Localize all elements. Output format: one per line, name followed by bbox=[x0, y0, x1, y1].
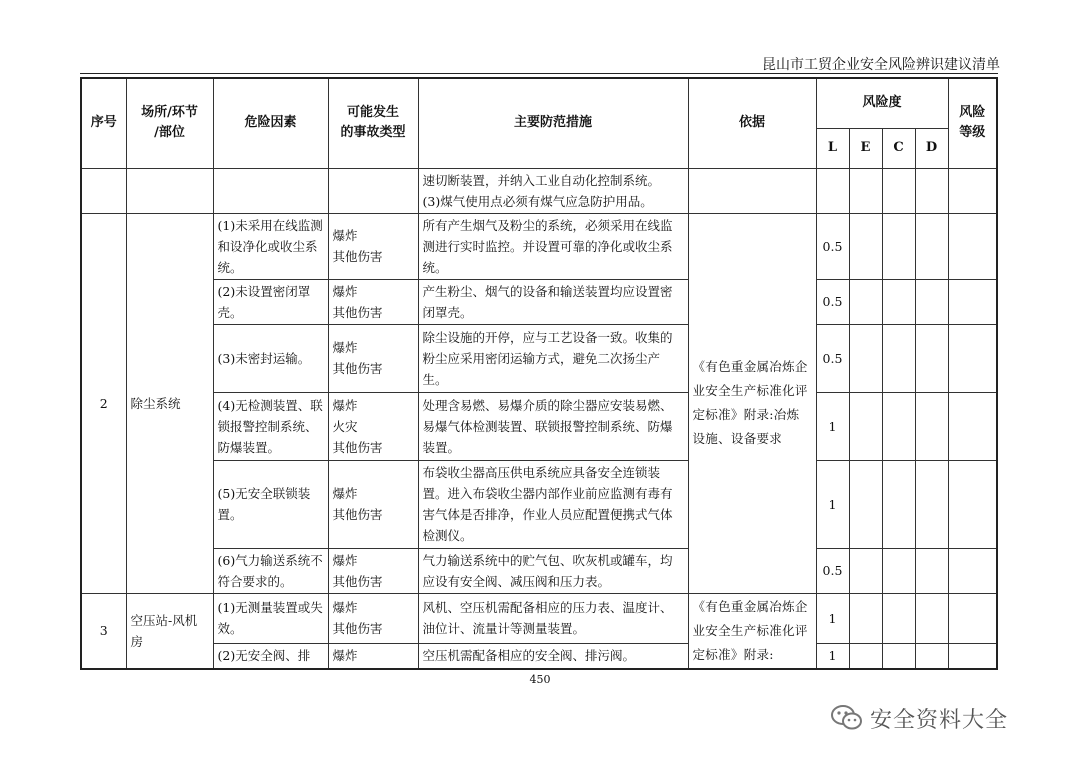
L-cell: 1 bbox=[816, 460, 849, 548]
measure-cell: 处理含易燃、易爆介质的除尘器应安装易燃、易爆气体检测装置、联锁报警控制系统、防爆装置。 bbox=[418, 392, 688, 460]
measure-cell: 气力输送系统中的贮气包、吹灰机或罐车，均应设有安全阀、减压阀和压力表。 bbox=[418, 548, 688, 593]
hazard-cell: (2)未设置密闭罩壳。 bbox=[213, 279, 328, 324]
col-basis: 依据 bbox=[688, 78, 816, 168]
col-seq: 序号 bbox=[81, 78, 126, 168]
measure-cell: 产生粉尘、烟气的设备和输送装置均应设置密闭罩壳。 bbox=[418, 279, 688, 324]
header-rule bbox=[80, 73, 998, 74]
measure-cell: 布袋收尘器高压供电系统应具备安全连锁装置。进入布袋收尘器内部作业前应监测有毒有害气体是否排净，作业人员应配置便携式气体检测仪。 bbox=[418, 460, 688, 548]
accident-cell: 爆炸 bbox=[328, 644, 418, 669]
accident-cell: 爆炸 其他伤害 bbox=[328, 213, 418, 279]
col-accident: 可能发生 的事故类型 bbox=[328, 78, 418, 168]
hazard-cell: (6)气力输送系统不符合要求的。 bbox=[213, 548, 328, 593]
table-row bbox=[81, 460, 997, 548]
col-hazard: 危险因素 bbox=[213, 78, 328, 168]
col-level: 风险 等级 bbox=[948, 78, 997, 168]
hazard-cell: (1)无测量装置或失效。 bbox=[213, 593, 328, 644]
seq-cell: 3 bbox=[81, 593, 126, 669]
measure-cell: 所有产生烟气及粉尘的系统，必须采用在线监测进行实时监控。并设置可靠的净化或收尘系统。 bbox=[418, 213, 688, 279]
table-row bbox=[81, 548, 997, 593]
hazard-cell: (4)无检测装置、联锁报警控制系统、防爆装置。 bbox=[213, 392, 328, 460]
col-risk: 风险度 bbox=[816, 78, 948, 128]
accident-cell: 爆炸 火灾 其他伤害 bbox=[328, 392, 418, 460]
document-header-title: 昆山市工贸企业安全风险辨识建议清单 bbox=[762, 57, 1000, 73]
accident-cell: 爆炸 其他伤害 bbox=[328, 593, 418, 644]
accident-cell: 爆炸 其他伤害 bbox=[328, 324, 418, 392]
table-row bbox=[81, 279, 997, 324]
col-location: 场所/环节 /部位 bbox=[126, 78, 213, 168]
measure-cell: 除尘设施的开停，应与工艺设备一致。收集的粉尘应采用密闭运输方式，避免二次扬尘产生。 bbox=[418, 324, 688, 392]
L-cell: 0.5 bbox=[816, 213, 849, 279]
L-cell: 0.5 bbox=[816, 324, 849, 392]
location-cell: 空压站-风机房 bbox=[126, 593, 213, 669]
seq-cell: 2 bbox=[81, 213, 126, 593]
watermark-text: 安全资料大全 bbox=[870, 707, 1009, 733]
table-row bbox=[81, 644, 997, 669]
page-number: 450 bbox=[529, 673, 551, 686]
risk-table bbox=[80, 77, 998, 670]
col-measures: 主要防范措施 bbox=[418, 78, 688, 168]
L-cell: 1 bbox=[816, 644, 849, 669]
accident-cell: 爆炸 其他伤害 bbox=[328, 460, 418, 548]
measure-cell: 空压机需配备相应的安全阀、排污阀。 bbox=[418, 644, 688, 669]
watermark bbox=[830, 700, 1008, 736]
hazard-cell: (2)无安全阀、排 bbox=[213, 644, 328, 669]
wechat-icon bbox=[830, 703, 864, 733]
table-row bbox=[81, 593, 997, 644]
col-L: L bbox=[816, 128, 849, 168]
table-row bbox=[81, 324, 997, 392]
hazard-cell: (3)未密封运输。 bbox=[213, 324, 328, 392]
hazard-cell: (1)未采用在线监测和设净化或收尘系统。 bbox=[213, 213, 328, 279]
table-row bbox=[81, 213, 997, 279]
basis-cell: 《有色重金属冶炼企业安全生产标准化评定标准》附录: bbox=[688, 593, 816, 669]
L-cell: 0.5 bbox=[816, 548, 849, 593]
table-row bbox=[81, 168, 997, 213]
table-row bbox=[81, 392, 997, 460]
hazard-cell: (5)无安全联锁装置。 bbox=[213, 460, 328, 548]
measure-cell: 风机、空压机需配备相应的压力表、温度计、油位计、流量计等测量装置。 bbox=[418, 593, 688, 644]
col-D: D bbox=[915, 128, 948, 168]
L-cell: 1 bbox=[816, 392, 849, 460]
col-E: E bbox=[849, 128, 882, 168]
L-cell: 0.5 bbox=[816, 279, 849, 324]
measure-cell: 速切断装置，并纳入工业自动化控制系统。 (3)煤气使用点必须有煤气应急防护用品。 bbox=[418, 168, 688, 213]
location-cell: 除尘系统 bbox=[126, 213, 213, 593]
basis-cell: 《有色重金属冶炼企业安全生产标准化评定标准》附录:冶炼设施、设备要求 bbox=[688, 213, 816, 593]
L-cell: 1 bbox=[816, 593, 849, 644]
accident-cell: 爆炸 其他伤害 bbox=[328, 548, 418, 593]
accident-cell: 爆炸 其他伤害 bbox=[328, 279, 418, 324]
col-C: C bbox=[882, 128, 915, 168]
